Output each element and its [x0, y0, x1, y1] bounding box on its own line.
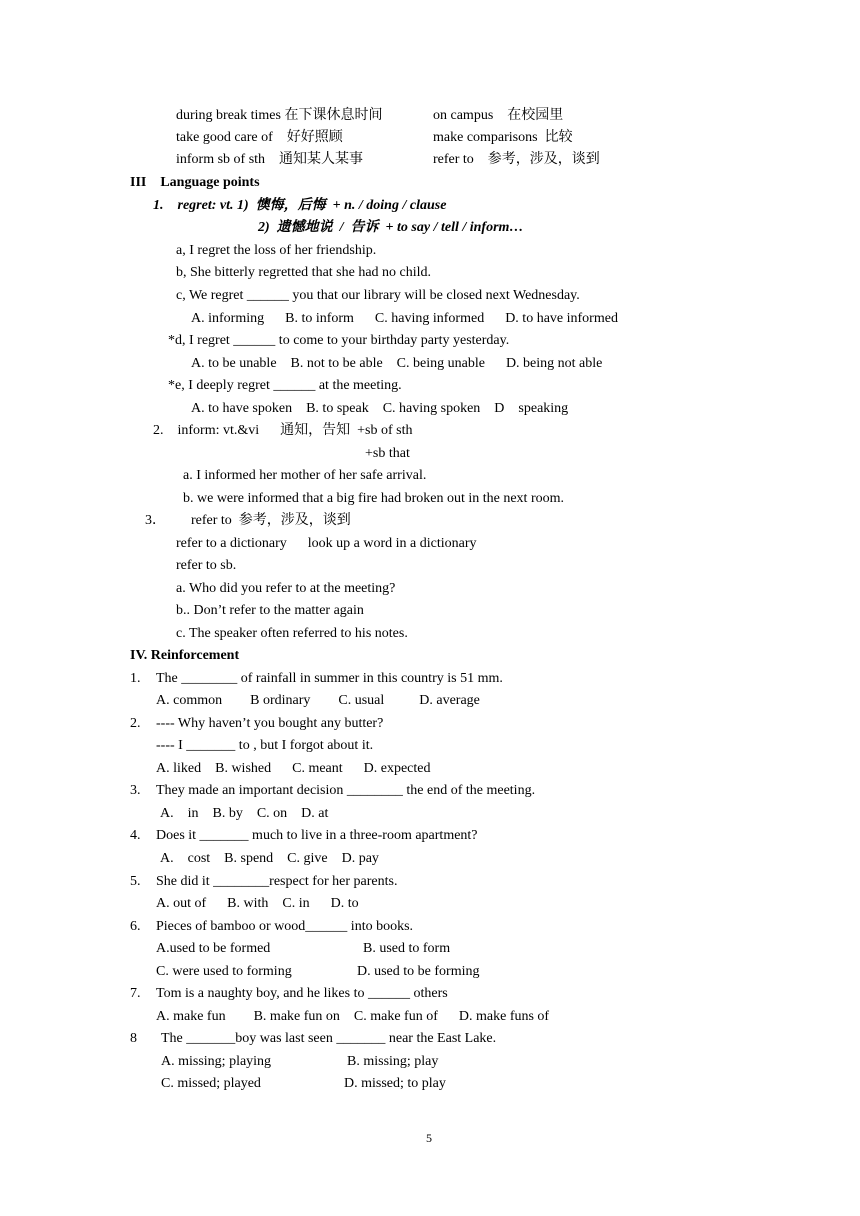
question-6-text: Pieces of bamboo or wood______ into books.: [156, 919, 414, 934]
question-1-number: 1.: [130, 671, 141, 686]
section-heading-reinforcement: IV. Reinforcement: [130, 648, 240, 663]
question-7-options: A. make fun B. make fun on C. make fun of D. make funs of: [156, 1009, 550, 1024]
question-7-text: Tom is a naughty boy, and he likes to ______ others: [156, 986, 448, 1001]
question-3-options: A. in B. by C. on D. at: [160, 806, 329, 821]
question-6-option-a: A.used to be formed: [156, 941, 271, 956]
exercise-regret-e-options: A. to have spoken B. to speak C. having spoken D speaking: [191, 401, 569, 416]
phrase-make-comparisons: make comparisons 比较: [433, 130, 573, 145]
point-inform-title: 2. inform: vt.&vi 通知，告知 +sb of sth: [153, 423, 413, 438]
question-8-option-a: A. missing; playing: [161, 1054, 272, 1069]
question-8-option-b: B. missing; play: [347, 1054, 439, 1069]
question-3-number: 3.: [130, 783, 141, 798]
refer-usage-2: refer to sb.: [176, 558, 237, 573]
exercise-regret-c-options: A. informing B. to inform C. having informed D. to have informed: [191, 311, 618, 326]
point-regret-subtitle: 2) 遗憾地说 / 告诉 + to say / tell / inform…: [258, 220, 524, 235]
question-3-text: They made an important decision ________ the end of the meeting.: [156, 783, 536, 798]
example-inform-a: a. I informed her mother of her safe arrival.: [183, 468, 427, 483]
question-1-options: A. common B ordinary C. usual D. average: [156, 693, 480, 708]
example-regret-b: b, She bitterly regretted that she had no child.: [176, 265, 432, 280]
question-6-option-c: C. were used to forming: [156, 964, 292, 979]
question-8-text: The _______boy was last seen _______ near the East Lake.: [161, 1031, 497, 1046]
question-5-options: A. out of B. with C. in D. to: [156, 896, 359, 911]
question-4-text: Does it _______ much to live in a three-room apartment?: [156, 828, 478, 843]
example-refer-b: b.. Don’t refer to the matter again: [176, 603, 364, 618]
point-refer-number: 3．: [145, 513, 166, 528]
question-1-text: The ________ of rainfall in summer in this country is 51 mm.: [156, 671, 503, 686]
question-4-options: A. cost B. spend C. give D. pay: [160, 851, 379, 866]
refer-usage-1: refer to a dictionary look up a word in a dictionary: [176, 536, 477, 551]
question-6-option-d: D. used to be forming: [357, 964, 480, 979]
question-5-number: 5.: [130, 874, 141, 889]
question-8-option-d: D. missed; to play: [344, 1076, 446, 1091]
question-8-option-c: C. missed; played: [161, 1076, 261, 1091]
phrase-take-good-care: take good care of 好好照顾: [176, 130, 343, 145]
question-7-number: 7.: [130, 986, 141, 1001]
question-2-reply: ---- I _______ to , but I forgot about it.: [156, 738, 374, 753]
question-6-option-b: B. used to form: [363, 941, 451, 956]
question-6-number: 6.: [130, 919, 141, 934]
phrase-during-break-times: during break times 在下课休息时间: [176, 108, 383, 123]
point-inform-subtitle: +sb that: [365, 446, 410, 461]
exercise-regret-e: *e, I deeply regret ______ at the meeting.: [168, 378, 402, 393]
question-5-text: She did it ________respect for her parents.: [156, 874, 398, 889]
point-regret-title: 1. regret: vt. 1) 懊悔，后悔 + n. / doing / clause: [153, 198, 447, 213]
exercise-regret-d-options: A. to be unable B. not to be able C. being unable D. being not able: [191, 356, 603, 371]
question-8-number: 8: [130, 1031, 137, 1046]
question-2-text: ---- Why haven’t you bought any butter?: [156, 716, 384, 731]
question-4-number: 4.: [130, 828, 141, 843]
question-2-number: 2.: [130, 716, 141, 731]
question-2-options: A. liked B. wished C. meant D. expected: [156, 761, 431, 776]
example-inform-b: b. we were informed that a big fire had broken out in the next room.: [183, 491, 564, 506]
example-refer-c: c. The speaker often referred to his notes.: [176, 626, 408, 641]
phrase-on-campus: on campus 在校园里: [433, 108, 564, 123]
point-refer-title: refer to 参考，涉及，谈到: [191, 513, 351, 528]
exercise-regret-d: *d, I regret ______ to come to your birthday party yesterday.: [168, 333, 510, 348]
exercise-regret-c: c, We regret ______ you that our library will be closed next Wednesday.: [176, 288, 580, 303]
phrase-inform-sb-of-sth: inform sb of sth 通知某人某事: [176, 152, 364, 167]
section-heading-language-points: III Language points: [130, 175, 260, 190]
page-number: 5: [426, 1131, 432, 1145]
example-refer-a: a. Who did you refer to at the meeting?: [176, 581, 396, 596]
example-regret-a: a, I regret the loss of her friendship.: [176, 243, 377, 258]
phrase-refer-to: refer to 参考，涉及，谈到: [433, 152, 600, 167]
